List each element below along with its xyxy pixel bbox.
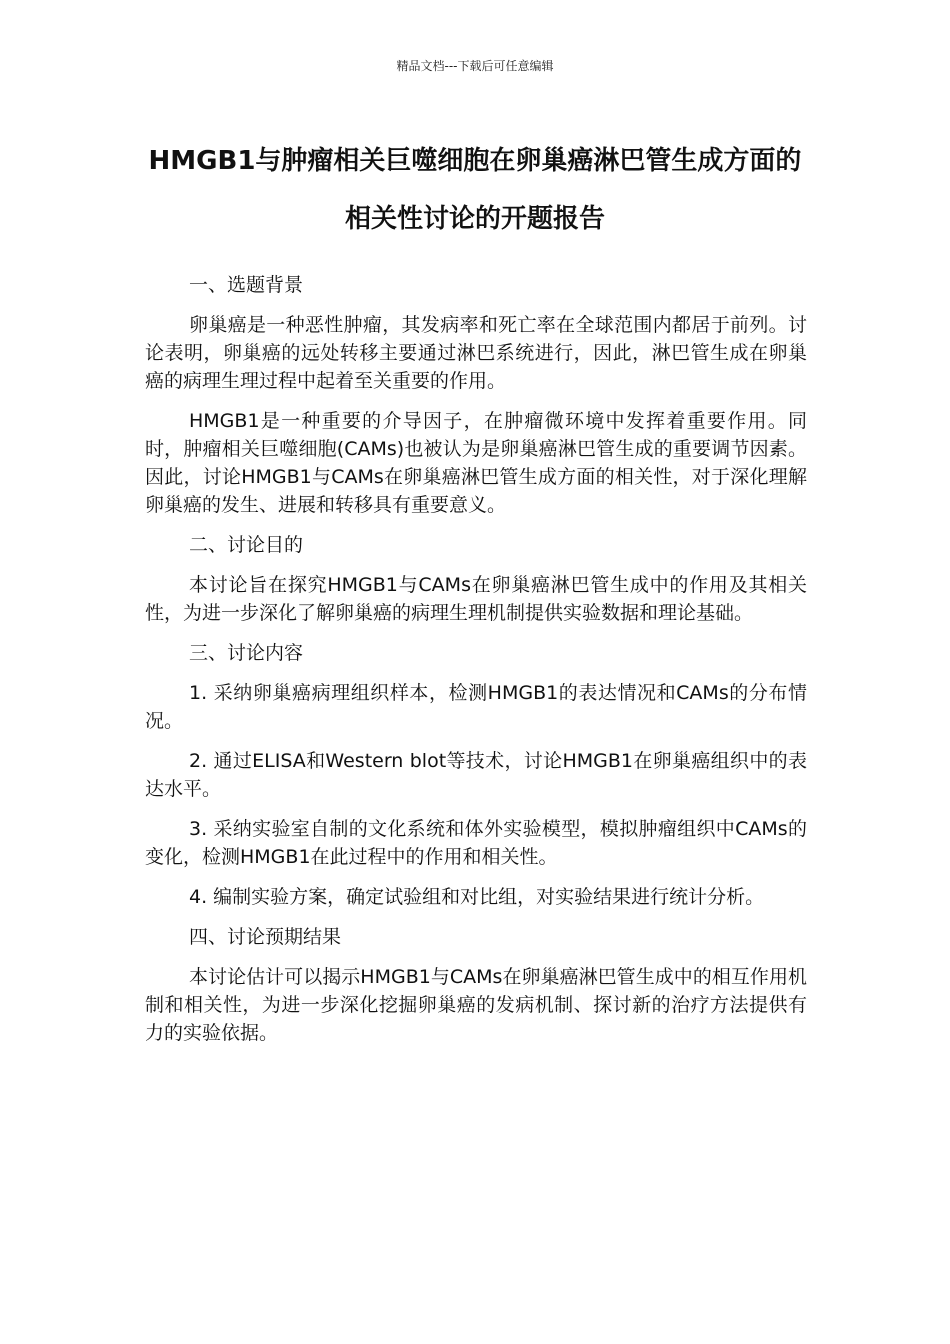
section-heading-background: 一、选题背景 (189, 274, 304, 296)
paragraph: 本讨论旨在探究HMGB1与CAMs在卵巢癌淋巴管生成中的作用及其相关性，为进一步深化了解卵巢癌的病理生理机制提供实验数据和理论基础。 (145, 574, 807, 624)
list-item: 3. 采纳实验室自制的文化系统和体外实验模型，模拟肿瘤组织中CAMs的变化，检测HMGB1在此过程中的作用和相关性。 (145, 818, 807, 868)
list-item: 2. 通过ELISA和Western blot等技术，讨论HMGB1在卵巢癌组织中的表达水平。 (145, 750, 807, 800)
list-item: 4. 编制实验方案，确定试验组和对比组，对实验结果进行统计分析。 (189, 886, 765, 908)
section-heading-expected-results: 四、讨论预期结果 (189, 926, 342, 948)
paragraph: 本讨论估计可以揭示HMGB1与CAMs在卵巢癌淋巴管生成中的相互作用机制和相关性，为进一步深化挖掘卵巢癌的发病机制、探讨新的治疗方法提供有力的实验依据。 (145, 966, 807, 1044)
section-heading-purpose: 二、讨论目的 (189, 534, 304, 556)
header-note: 精品文档---下载后可任意编辑 (396, 59, 554, 73)
paragraph: 卵巢癌是一种恶性肿瘤，其发病率和死亡率在全球范围内都居于前列。讨论表明，卵巢癌的远处转移主要通过淋巴系统进行，因此，淋巴管生成在卵巢癌的病理生理过程中起着至关重要的作用。 (145, 314, 807, 392)
document-body (145, 271, 807, 1059)
list-item: 1. 采纳卵巢癌病理组织样本，检测HMGB1的表达情况和CAMs的分布情况。 (145, 682, 807, 732)
document-title: HMGB1与肿瘤相关巨噬细胞在卵巢癌淋巴管生成方面的相关性讨论的开题报告 (148, 146, 802, 234)
section-heading-content: 三、讨论内容 (189, 642, 304, 664)
paragraph: HMGB1是一种重要的介导因子，在肿瘤微环境中发挥着重要作用。同时，肿瘤相关巨噬细胞(CAMs)也被认为是卵巢癌淋巴管生成的重要调节因素。因此，讨论HMGB1与CAMs在卵巢癌淋巴管生成方面的相关性，对于深化理解卵巢癌的发生、进展和转移具有重要意义。 (145, 410, 807, 516)
